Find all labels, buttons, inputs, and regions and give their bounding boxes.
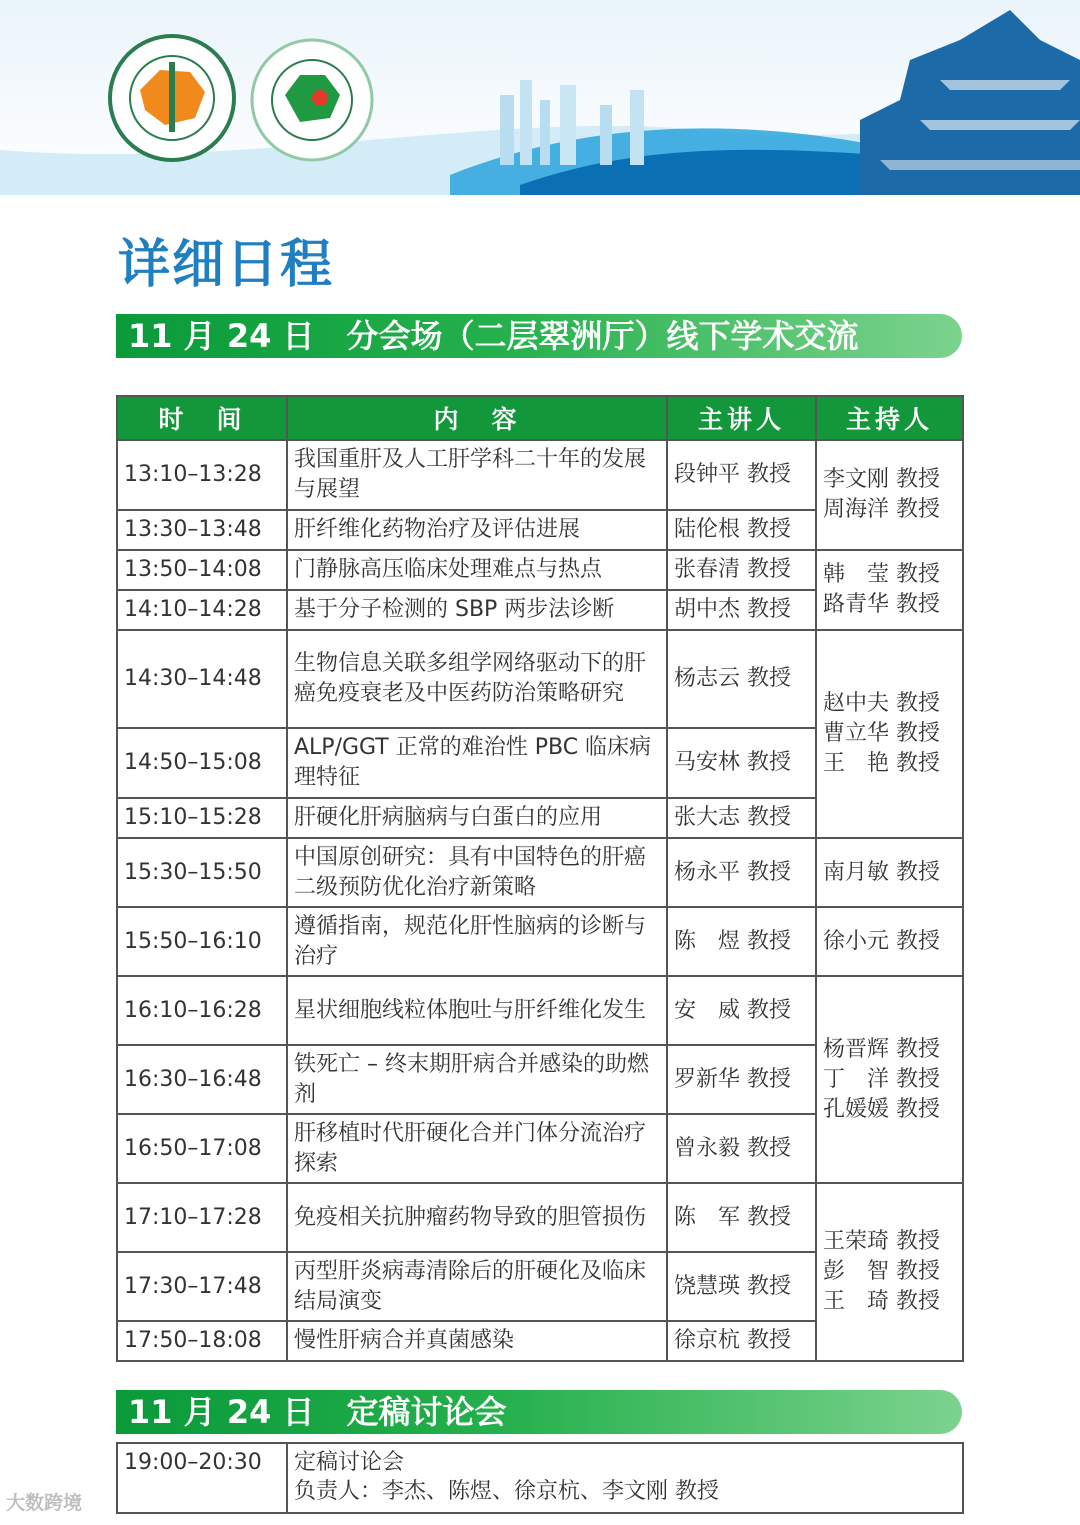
row-time: 15:30–15:50 bbox=[117, 838, 287, 907]
row-time: 17:50–18:08 bbox=[117, 1321, 287, 1361]
row-host: 韩 莹 教授 路青华 教授 bbox=[816, 550, 963, 630]
row-content: 肝硬化肝病脑病与白蛋白的应用 bbox=[287, 798, 667, 838]
row-content: 中国原创研究：具有中国特色的肝癌二级预防优化治疗新策略 bbox=[287, 838, 667, 907]
hepatology-society-logo bbox=[252, 40, 372, 160]
row-host: 李文刚 教授 周海洋 教授 bbox=[816, 440, 963, 550]
table-row bbox=[117, 907, 963, 976]
row-speaker: 马安林 教授 bbox=[667, 728, 816, 798]
row-speaker: 张大志 教授 bbox=[667, 798, 816, 838]
row-time: 14:30–14:48 bbox=[117, 630, 287, 728]
row-content: 慢性肝病合并真菌感染 bbox=[287, 1321, 667, 1361]
section-title-evening: 11 月 24 日 定稿讨论会 bbox=[116, 1390, 962, 1434]
row-content: ALP/GGT 正常的难治性 PBC 临床病理特征 bbox=[287, 728, 667, 798]
row-time: 16:50–17:08 bbox=[117, 1114, 287, 1183]
row-content: 免疫相关抗肿瘤药物导致的胆管损伤 bbox=[287, 1183, 667, 1252]
row-content: 铁死亡 – 终末期肝病合并感染的助燃剂 bbox=[287, 1045, 667, 1114]
row-speaker: 罗新华 教授 bbox=[667, 1045, 816, 1114]
row-speaker: 陆伦根 教授 bbox=[667, 510, 816, 550]
schedule-table bbox=[116, 395, 964, 1362]
row-speaker: 曾永毅 教授 bbox=[667, 1114, 816, 1183]
row-speaker: 胡中杰 教授 bbox=[667, 590, 816, 630]
row-content: 我国重肝及人工肝学科二十年的发展与展望 bbox=[287, 440, 667, 510]
row-content: 星状细胞线粒体胞吐与肝纤维化发生 bbox=[287, 976, 667, 1045]
meeting-details bbox=[287, 1443, 963, 1513]
row-host: 徐小元 教授 bbox=[816, 907, 963, 976]
medical-association-logo bbox=[110, 36, 234, 160]
row-time: 14:50–15:08 bbox=[117, 728, 287, 798]
header-time: 时 间 bbox=[117, 396, 287, 440]
row-content: 生物信息关联多组学网络驱动下的肝癌免疫衰老及中医药防治策略研究 bbox=[287, 630, 667, 728]
row-speaker: 徐京杭 教授 bbox=[667, 1321, 816, 1361]
header-banner bbox=[0, 0, 1080, 195]
row-time: 16:10–16:28 bbox=[117, 976, 287, 1045]
row-host: 杨晋辉 教授 丁 洋 教授 孔媛媛 教授 bbox=[816, 976, 963, 1183]
row-time: 16:30–16:48 bbox=[117, 1045, 287, 1114]
meeting-title: 定稿讨论会 bbox=[294, 1450, 405, 1475]
table-row bbox=[117, 1183, 963, 1252]
row-content: 门静脉高压临床处理难点与热点 bbox=[287, 550, 667, 590]
table-row bbox=[117, 550, 963, 590]
header-content: 内 容 bbox=[287, 396, 667, 440]
meeting-time: 19:00–20:30 bbox=[117, 1443, 287, 1513]
row-speaker: 张春清 教授 bbox=[667, 550, 816, 590]
row-content: 基于分子检测的 SBP 两步法诊断 bbox=[287, 590, 667, 630]
row-speaker: 陈 军 教授 bbox=[667, 1183, 816, 1252]
header-speaker: 主讲人 bbox=[667, 396, 816, 440]
row-speaker: 安 威 教授 bbox=[667, 976, 816, 1045]
row-content: 遵循指南，规范化肝性脑病的诊断与治疗 bbox=[287, 907, 667, 976]
meeting-lead: 负责人：李杰、陈煜、徐京杭、李文刚 教授 bbox=[294, 1479, 719, 1504]
table-row bbox=[117, 630, 963, 728]
banner-artwork bbox=[0, 0, 1080, 195]
row-host: 王荣琦 教授 彭 智 教授 王 琦 教授 bbox=[816, 1183, 963, 1361]
table-row bbox=[117, 838, 963, 907]
watermark: 大数跨境 bbox=[6, 1492, 83, 1514]
row-time: 14:10–14:28 bbox=[117, 590, 287, 630]
table-row bbox=[117, 440, 963, 510]
schedule-header-row bbox=[117, 396, 963, 440]
row-host: 赵中夫 教授 曹立华 教授 王 艳 教授 bbox=[816, 630, 963, 838]
row-speaker: 饶慧瑛 教授 bbox=[667, 1252, 816, 1321]
row-content: 肝纤维化药物治疗及评估进展 bbox=[287, 510, 667, 550]
row-time: 15:10–15:28 bbox=[117, 798, 287, 838]
page-title: 详细日程 bbox=[118, 235, 335, 295]
row-time: 17:10–17:28 bbox=[117, 1183, 287, 1252]
row-content: 肝移植时代肝硬化合并门体分流治疗探索 bbox=[287, 1114, 667, 1183]
meeting-table bbox=[116, 1442, 964, 1514]
row-time: 17:30–17:48 bbox=[117, 1252, 287, 1321]
row-time: 13:50–14:08 bbox=[117, 550, 287, 590]
row-time: 15:50–16:10 bbox=[117, 907, 287, 976]
row-speaker: 杨志云 教授 bbox=[667, 630, 816, 728]
table-row bbox=[117, 976, 963, 1045]
header-host: 主持人 bbox=[816, 396, 963, 440]
table-row bbox=[117, 1443, 963, 1513]
row-content: 丙型肝炎病毒清除后的肝硬化及临床结局演变 bbox=[287, 1252, 667, 1321]
row-host: 南月敏 教授 bbox=[816, 838, 963, 907]
row-speaker: 陈 煜 教授 bbox=[667, 907, 816, 976]
row-speaker: 段钟平 教授 bbox=[667, 440, 816, 510]
section-title-afternoon: 11 月 24 日 分会场（二层翠洲厅）线下学术交流 bbox=[116, 314, 962, 358]
row-speaker: 杨永平 教授 bbox=[667, 838, 816, 907]
row-time: 13:10–13:28 bbox=[117, 440, 287, 510]
row-time: 13:30–13:48 bbox=[117, 510, 287, 550]
